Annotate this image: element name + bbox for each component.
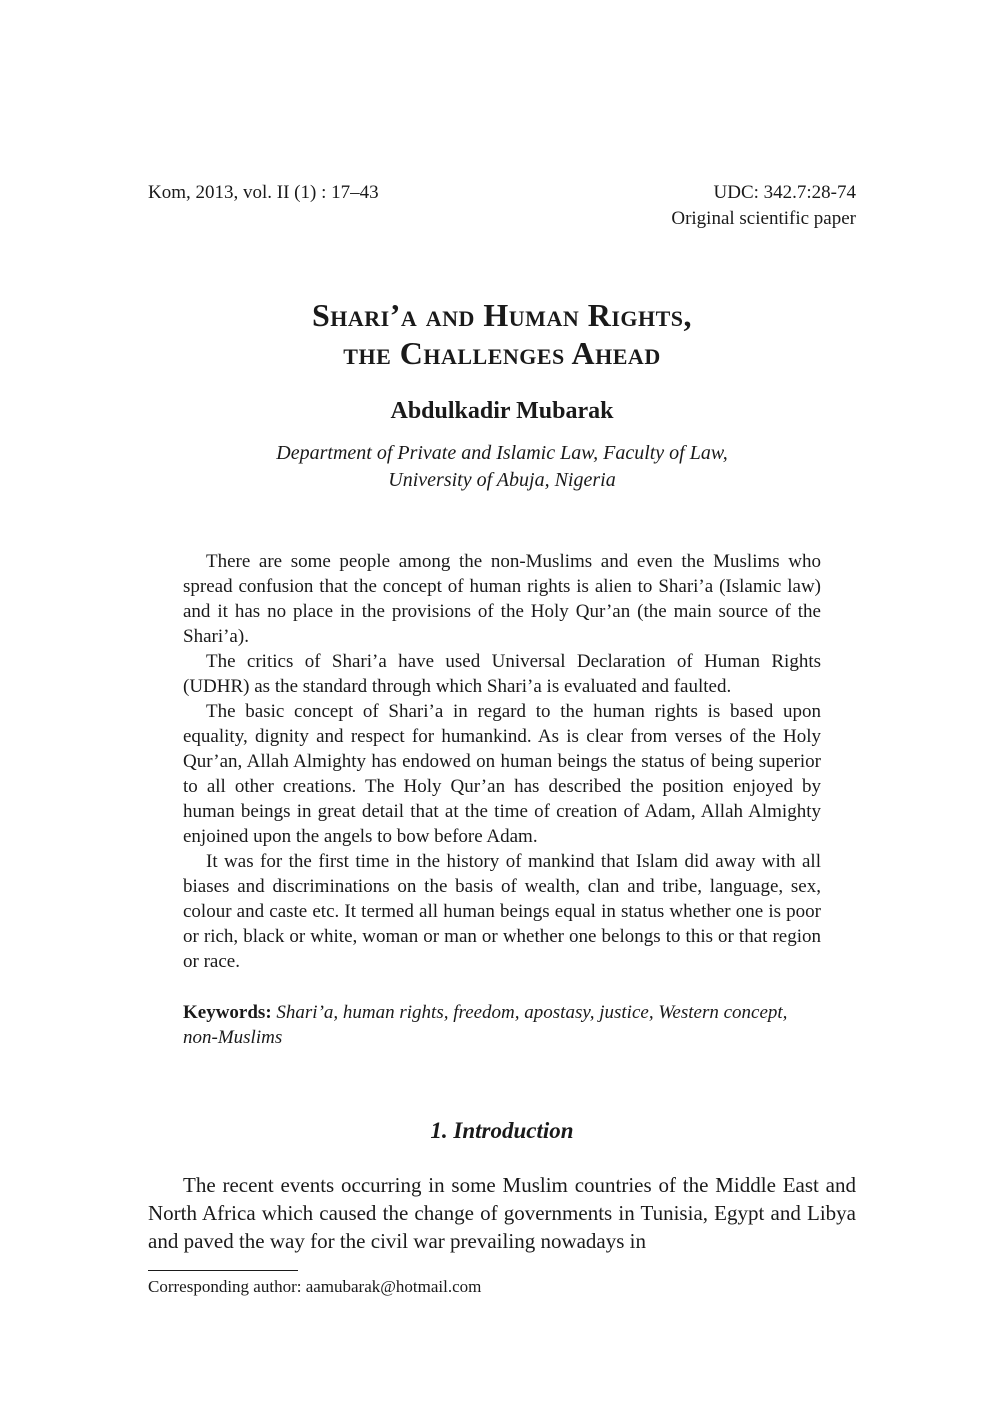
paper-metadata xyxy=(671,180,856,232)
journal-citation: Kom, 2013, vol. II (1) : 17–43 xyxy=(148,182,379,203)
author-name: Abdulkadir Mubarak xyxy=(390,398,614,424)
keywords-list: Shari’a, human rights, freedom, apostasy, justice, Western concept, non-Muslims xyxy=(183,1002,788,1048)
body-paragraph: The recent events occurring in some Muslim countries of the Middle East and North Africa which caused the change of governments in Tunisia, Egypt and Libya and paved the way for the civil war prevailing nowadays in xyxy=(148,1173,856,1253)
abstract-paragraph: The basic concept of Shari’a in regard to the human rights is based upon equality, dignity and respect for humankind. As is clear from verses of the Holy Qur’an, Allah Almighty has endowed on human beings the status of being superior to all other creations. The Holy Qur’an has described the position enjoyed by human beings in great detail that at the time of creation of Adam, Allah Almighty enjoined upon the angels to bow before Adam. xyxy=(183,701,821,847)
abstract-paragraph: The critics of Shari’a have used Universal Declaration of Human Rights (UDHR) as the standard through which Shari’a is evaluated and faulted. xyxy=(183,651,821,697)
footnote: Corresponding author: aamubarak@hotmail.com xyxy=(148,1277,482,1296)
paper-type: Original scientific paper xyxy=(671,208,856,229)
abstract-paragraph: It was for the first time in the history of mankind that Islam did away with all biases and discriminations on the basis of wealth, clan and tribe, language, sex, colour and caste etc. It termed all human beings equal in status whether one is poor or rich, black or white, woman or man or whether one belongs to this or that region or race. xyxy=(183,851,821,972)
introduction-body xyxy=(148,1171,856,1255)
author-affiliation xyxy=(0,440,1004,494)
udc-code: UDC: 342.7:28-74 xyxy=(713,182,856,203)
affiliation-line-2: University of Abuja, Nigeria xyxy=(388,469,616,491)
paper-title xyxy=(0,296,1004,372)
footnote-divider xyxy=(148,1270,298,1271)
abstract-paragraph: There are some people among the non-Muslims and even the Muslims who spread confusion that the concept of human rights is alien to Shari’a (Islamic law) and it has no place in the provisions of the Holy Qur’an (the main source of the Shari’a). xyxy=(183,551,821,647)
section-heading: 1. Introduction xyxy=(430,1118,574,1143)
keywords-label: Keywords: xyxy=(183,1002,272,1023)
affiliation-line-1: Department of Private and Islamic Law, Faculty of Law, xyxy=(276,442,728,464)
keywords xyxy=(183,1000,821,1050)
title-line-1: Shari’a and Human Rights, xyxy=(311,297,693,333)
title-line-2: the Challenges Ahead xyxy=(343,335,661,371)
abstract xyxy=(183,549,821,974)
